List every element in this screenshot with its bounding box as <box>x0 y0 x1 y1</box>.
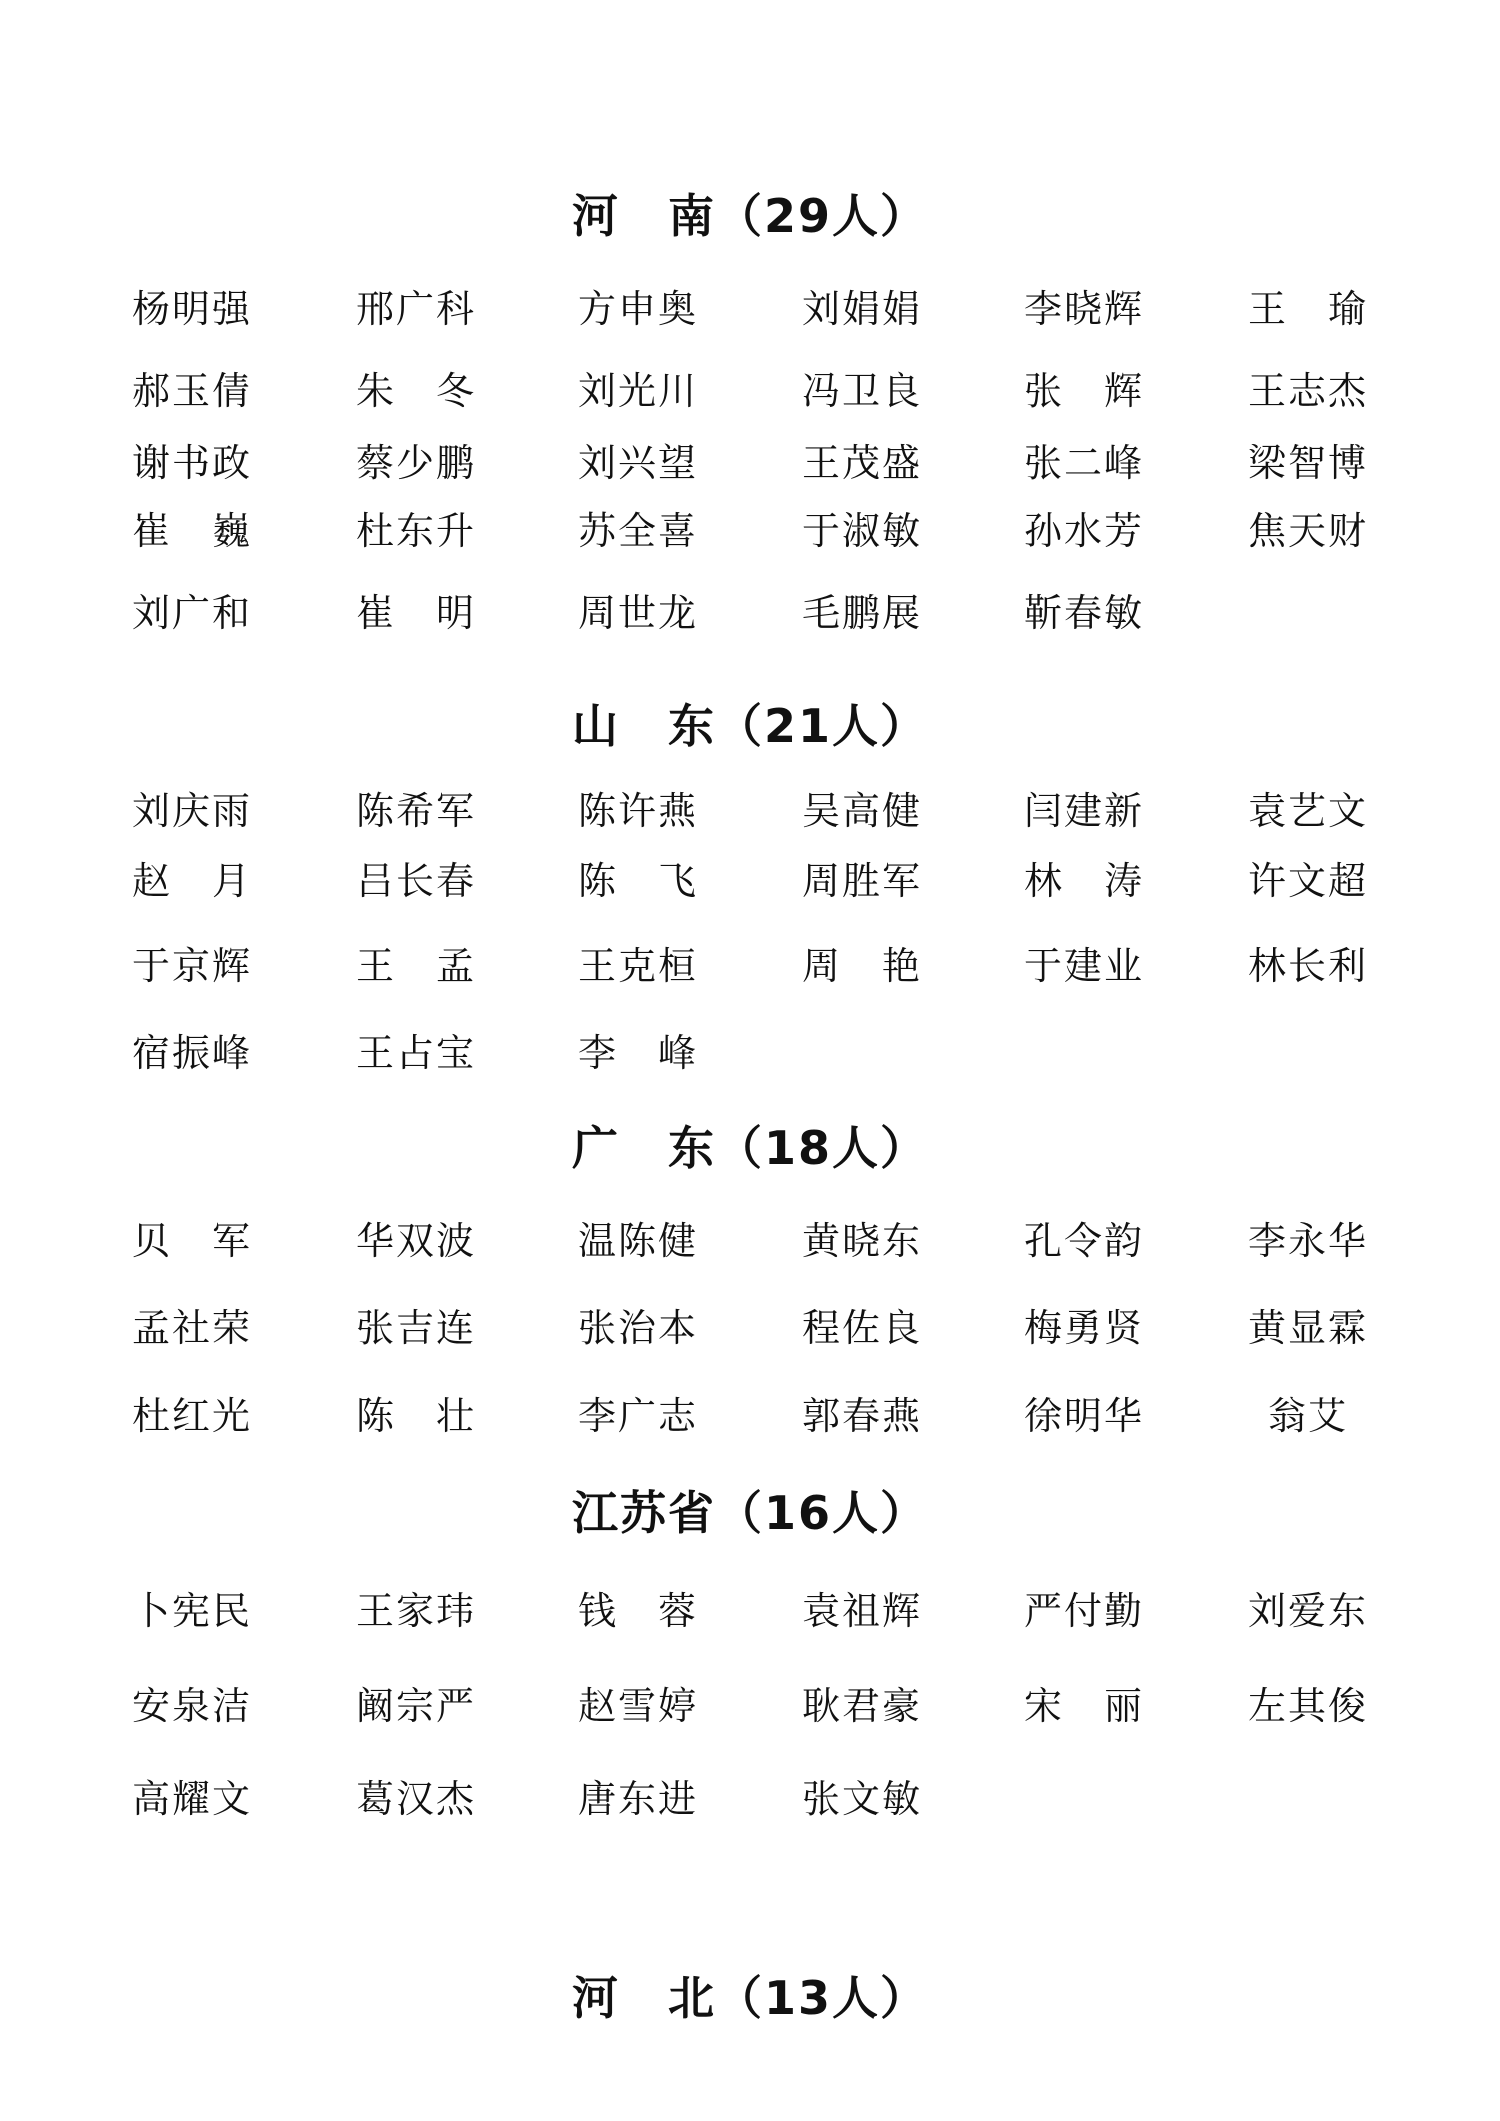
person-name: 温陈健 <box>578 1219 699 1263</box>
section-heading: 广 东（18人） <box>571 1121 928 1175</box>
person-name: 王占宝 <box>356 1031 477 1075</box>
person-name: 宿振峰 <box>132 1031 253 1075</box>
person-name: 闫建新 <box>1024 789 1145 833</box>
person-name: 王 瑜 <box>1248 287 1369 331</box>
person-name: 于京辉 <box>132 944 253 988</box>
person-name: 苏全喜 <box>578 509 699 553</box>
name-row <box>0 850 1500 910</box>
name-row <box>0 582 1500 642</box>
person-name: 钱 蓉 <box>578 1589 699 1633</box>
person-name: 程佐良 <box>802 1306 923 1350</box>
person-name: 郭春燕 <box>802 1394 923 1438</box>
person-name: 李晓辉 <box>1024 287 1145 331</box>
person-name: 刘庆雨 <box>132 789 253 833</box>
person-name: 梅勇贤 <box>1024 1306 1145 1350</box>
person-name: 左其俊 <box>1248 1684 1369 1728</box>
name-row <box>0 1297 1500 1357</box>
person-name: 吕长春 <box>356 859 477 903</box>
name-row <box>0 1022 1500 1082</box>
person-name: 郝玉倩 <box>132 369 253 413</box>
person-name: 刘爱东 <box>1248 1589 1369 1633</box>
person-name: 唐东进 <box>578 1777 699 1821</box>
person-name: 徐明华 <box>1024 1394 1145 1438</box>
person-name: 林 涛 <box>1024 859 1145 903</box>
person-name: 赵雪婷 <box>578 1684 699 1728</box>
name-row <box>0 935 1500 995</box>
person-name: 王克桓 <box>578 944 699 988</box>
person-name: 刘兴望 <box>578 441 699 485</box>
person-name: 耿君豪 <box>802 1684 923 1728</box>
person-name: 王茂盛 <box>802 441 923 485</box>
person-name: 张吉连 <box>356 1306 477 1350</box>
person-name: 吴高健 <box>802 789 923 833</box>
person-name: 于建业 <box>1024 944 1145 988</box>
person-name: 梁智博 <box>1248 441 1369 485</box>
person-name: 周 艳 <box>802 944 923 988</box>
person-name: 张 辉 <box>1024 369 1145 413</box>
name-row <box>0 1675 1500 1735</box>
person-name: 周世龙 <box>578 591 699 635</box>
section-heading: 河 南（29人） <box>571 189 928 243</box>
person-name: 刘光川 <box>578 369 699 413</box>
person-name: 谢书政 <box>132 441 253 485</box>
name-row <box>0 1385 1500 1445</box>
person-name: 李永华 <box>1248 1219 1369 1263</box>
name-row <box>0 432 1500 492</box>
person-name: 王志杰 <box>1248 369 1369 413</box>
person-name: 毛鹏展 <box>802 591 923 635</box>
person-name: 崔 明 <box>356 591 477 635</box>
person-name: 严付勤 <box>1024 1589 1145 1633</box>
name-row <box>0 1768 1500 1828</box>
person-name: 阚宗严 <box>356 1684 477 1728</box>
person-name: 张文敏 <box>802 1777 923 1821</box>
person-name: 邢广科 <box>356 287 477 331</box>
person-name: 王 孟 <box>356 944 477 988</box>
person-name: 翁艾 <box>1268 1394 1349 1438</box>
person-name: 宋 丽 <box>1024 1684 1145 1728</box>
name-row <box>0 1210 1500 1270</box>
person-name: 蔡少鹏 <box>356 441 477 485</box>
person-name: 安泉洁 <box>132 1684 253 1728</box>
person-name: 陈许燕 <box>578 789 699 833</box>
name-row <box>0 1580 1500 1640</box>
person-name: 陈希军 <box>356 789 477 833</box>
name-row <box>0 780 1500 840</box>
person-name: 卜宪民 <box>132 1589 253 1633</box>
person-name: 冯卫良 <box>802 369 923 413</box>
person-name: 于淑敏 <box>802 509 923 553</box>
person-name: 陈 飞 <box>578 859 699 903</box>
section-heading: 江苏省（16人） <box>571 1486 928 1540</box>
person-name: 赵 月 <box>132 859 253 903</box>
section-heading: 河 北（13人） <box>571 1971 928 2025</box>
person-name: 华双波 <box>356 1219 477 1263</box>
person-name: 袁艺文 <box>1248 789 1369 833</box>
person-name: 焦天财 <box>1248 509 1369 553</box>
person-name: 张二峰 <box>1024 441 1145 485</box>
person-name: 陈 壮 <box>356 1394 477 1438</box>
person-name: 孔令韵 <box>1024 1219 1145 1263</box>
person-name: 王家玮 <box>356 1589 477 1633</box>
person-name: 杨明强 <box>132 287 253 331</box>
person-name: 崔 巍 <box>132 509 253 553</box>
person-name: 林长利 <box>1248 944 1369 988</box>
person-name: 孙水芳 <box>1024 509 1145 553</box>
person-name: 杜红光 <box>132 1394 253 1438</box>
person-name: 周胜军 <box>802 859 923 903</box>
person-name: 黄显霖 <box>1248 1306 1369 1350</box>
name-row <box>0 500 1500 560</box>
person-name: 张治本 <box>578 1306 699 1350</box>
person-name: 靳春敏 <box>1024 591 1145 635</box>
person-name: 李 峰 <box>578 1031 699 1075</box>
person-name: 杜东升 <box>356 509 477 553</box>
section-heading: 山 东（21人） <box>571 699 928 753</box>
person-name: 葛汉杰 <box>356 1777 477 1821</box>
person-name: 高耀文 <box>132 1777 253 1821</box>
person-name: 孟社荣 <box>132 1306 253 1350</box>
person-name: 方申奥 <box>578 287 699 331</box>
person-name: 朱 冬 <box>356 369 477 413</box>
person-name: 许文超 <box>1248 859 1369 903</box>
name-row <box>0 278 1500 338</box>
person-name: 刘广和 <box>132 591 253 635</box>
person-name: 贝 军 <box>132 1219 253 1263</box>
name-row <box>0 360 1500 420</box>
person-name: 李广志 <box>578 1394 699 1438</box>
person-name: 袁祖辉 <box>802 1589 923 1633</box>
person-name: 黄晓东 <box>802 1219 923 1263</box>
person-name: 刘娟娟 <box>802 287 923 331</box>
